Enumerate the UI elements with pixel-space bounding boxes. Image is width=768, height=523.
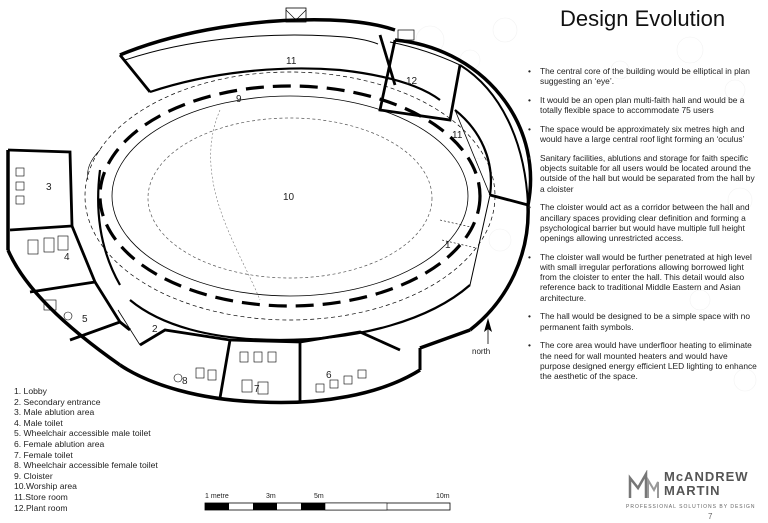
scale-label-5m: 5m — [314, 493, 324, 500]
legend-item: 5. Wheelchair accessible male toilet — [14, 428, 151, 439]
design-note: • The hall would be designed to be a simple space with no permanent faith symbols. — [528, 311, 760, 331]
toilet-fixtures-south — [174, 352, 366, 394]
scale-label-1m: 1 metre — [205, 493, 229, 500]
design-note: • The core area would have underfloor heating to eliminate the need for wall mounted heaters and would have purpose designed energy efficient LED lighting to enhance the aesthetic of the space. — [528, 340, 760, 381]
room6-walls — [300, 332, 400, 350]
room-label-8: 8 — [182, 376, 188, 387]
page-number: 7 — [708, 512, 713, 521]
room-legend — [14, 386, 158, 513]
page-title: Design Evolution — [560, 6, 726, 31]
scale-label-10m: 10m — [436, 493, 450, 500]
secondary-entrance — [118, 310, 140, 345]
legend-item: 2. Secondary entrance — [14, 396, 101, 407]
design-note: • The cloister wall would be further penetrated at high level with small irregular perforations allowing borrowed light from the cloister to enter the hall. This detail would also reference back to traditional Middle Eastern and Asian architecture. — [528, 252, 760, 303]
room-label-11-north: 11 — [286, 56, 297, 67]
scale-bar — [205, 493, 450, 510]
room7-walls — [230, 340, 300, 402]
room-label-7: 7 — [254, 384, 260, 395]
legend-item: 1. Lobby — [14, 386, 47, 396]
room-label-3: 3 — [46, 182, 52, 193]
room-label-12: 12 — [406, 76, 418, 87]
design-note: • The central core of the building would be elliptical in plan suggesting an ‘eye’. — [528, 66, 760, 86]
logo-name: McANDREW MARTIN — [664, 469, 749, 498]
legend-item: 3. Male ablution area — [14, 407, 95, 418]
room-label-1: 1 — [445, 240, 451, 251]
room-label-10: 10 — [283, 192, 295, 203]
design-note: • The space would be approximately six metres high and would have a large central roof light forming an ‘oculus’ — [528, 124, 760, 144]
room-label-9: 9 — [236, 94, 242, 105]
design-note: • The cloister would act as a corridor between the hall and ancillary spaces providing clear definition and forming a psychological barrier but would have multiple full height openings allowing unrestricted access. — [528, 202, 760, 243]
room-label-2: 2 — [152, 324, 158, 335]
room-label-11-east: 11 — [452, 130, 463, 141]
company-logo — [626, 470, 756, 516]
logo-tagline: PROFESSIONAL SOLUTIONS BY DESIGN — [626, 504, 756, 510]
room-label-6: 6 — [326, 370, 332, 381]
scale-label-3m: 3m — [266, 493, 276, 500]
legend-item: 8. Wheelchair accessible female toilet — [14, 460, 158, 471]
inner-wall-north — [150, 68, 440, 100]
outer-wall-south — [420, 330, 470, 348]
outer-wall-south-rooms — [120, 365, 420, 403]
outer-walls — [8, 20, 531, 403]
outer-wall-east — [395, 40, 531, 205]
legend-item: 12.Plant room — [14, 502, 68, 513]
room-label-5: 5 — [82, 314, 88, 325]
design-note: • It would be an open plan multi-faith hall and would be a totally flexible space to accommodate 75 users — [528, 95, 760, 115]
legend-item: 11.Store room — [14, 491, 68, 502]
legend-item: 6. Female ablution area — [14, 438, 105, 449]
north-label: north — [472, 347, 491, 356]
inner-ring — [98, 68, 491, 340]
outer-wall-se — [470, 205, 528, 330]
design-notes — [528, 66, 760, 390]
design-note: • Sanitary facilities, ablutions and storage for faith specific objects suitable for all users would be located around the outside of the hall but would be separated from the hall by a cloister — [528, 153, 760, 194]
outer-wall-west — [8, 250, 120, 365]
legend-item: 4. Male toilet — [14, 417, 63, 428]
room-label-4: 4 — [64, 252, 70, 263]
toilet-fixtures-west — [16, 168, 72, 320]
logo-mark-icon — [628, 470, 660, 500]
legend-item: 7. Female toilet — [14, 449, 73, 460]
legend-item: 10.Worship area — [14, 481, 77, 492]
legend-item: 9. Cloister — [14, 470, 53, 481]
